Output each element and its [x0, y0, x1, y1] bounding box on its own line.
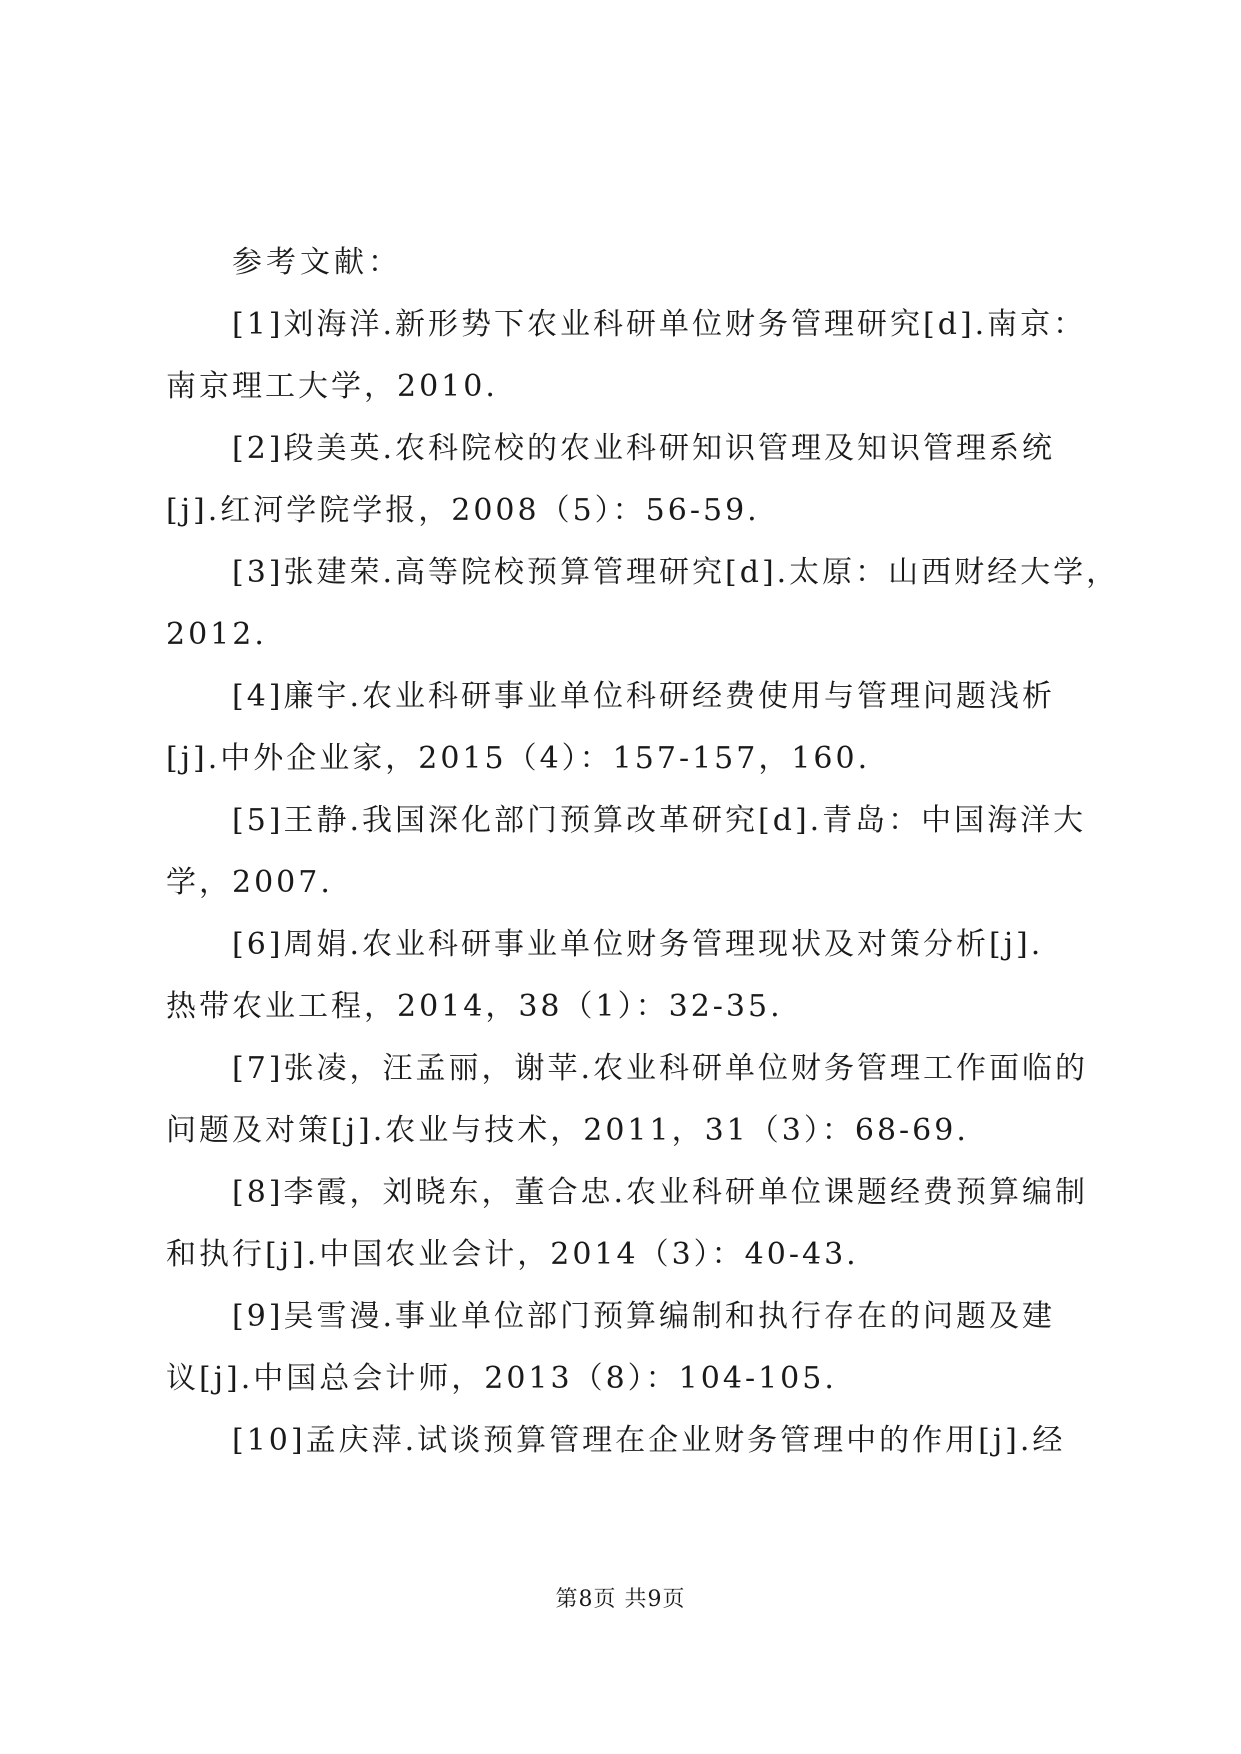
reference-line: [2]段美英.农科院校的农业科研知识管理及知识管理系统	[232, 431, 1056, 466]
references-heading: 参考文献：	[232, 245, 402, 280]
reference-line: 和执行[j].中国农业会计，2014（3）：40-43.	[166, 1237, 859, 1272]
reference-item	[166, 418, 1086, 542]
page-footer: 第8页 共9页	[555, 1587, 686, 1612]
reference-line: 2012.	[166, 617, 267, 652]
reference-line: [8]李霞，刘晓东，董合忠.农业科研单位课题经费预算编制	[232, 1175, 1089, 1210]
reference-item	[166, 294, 1086, 418]
reference-line: [j].红河学院学报，2008（5）：56-59.	[166, 493, 760, 528]
reference-line: [5]王静.我国深化部门预算改革研究[d].青岛：中国海洋大	[232, 803, 1087, 838]
reference-item	[166, 542, 1120, 666]
reference-line: 南京理工大学，2010.	[166, 369, 498, 404]
reference-item	[166, 1038, 1089, 1162]
reference-item	[166, 1162, 1089, 1286]
reference-line: [9]吴雪漫.事业单位部门预算编制和执行存在的问题及建	[232, 1299, 1056, 1334]
reference-line: [4]廉宇.农业科研事业单位科研经费使用与管理问题浅析	[232, 679, 1056, 714]
reference-line: [7]张凌，汪孟丽，谢苹.农业科研单位财务管理工作面临的	[232, 1051, 1089, 1086]
reference-line: [10]孟庆萍.试谈预算管理在企业财务管理中的作用[j].经	[232, 1423, 1066, 1458]
reference-line: [6]周娟.农业科研事业单位财务管理现状及对策分析[j].	[232, 927, 1044, 962]
reference-item	[166, 914, 1086, 1038]
reference-line: [1]刘海洋.新形势下农业科研单位财务管理研究[d].南京：	[232, 307, 1087, 342]
reference-line: 学，2007.	[166, 865, 333, 900]
reference-line: 议[j].中国总会计师，2013（8）：104-105.	[166, 1361, 837, 1396]
page-content	[166, 232, 1120, 1472]
reference-line: [3]张建荣.高等院校预算管理研究[d].太原：山西财经大学，	[232, 555, 1120, 590]
reference-item	[166, 1286, 1086, 1410]
reference-item	[166, 790, 1086, 914]
reference-line: 问题及对策[j].农业与技术，2011，31（3）：68-69.	[166, 1113, 969, 1148]
reference-line: [j].中外企业家，2015（4）：157-157，160.	[166, 741, 871, 776]
reference-line: 热带农业工程，2014，38（1）：32-35.	[166, 989, 783, 1024]
reference-item	[166, 666, 1086, 790]
reference-item	[166, 1410, 1086, 1472]
